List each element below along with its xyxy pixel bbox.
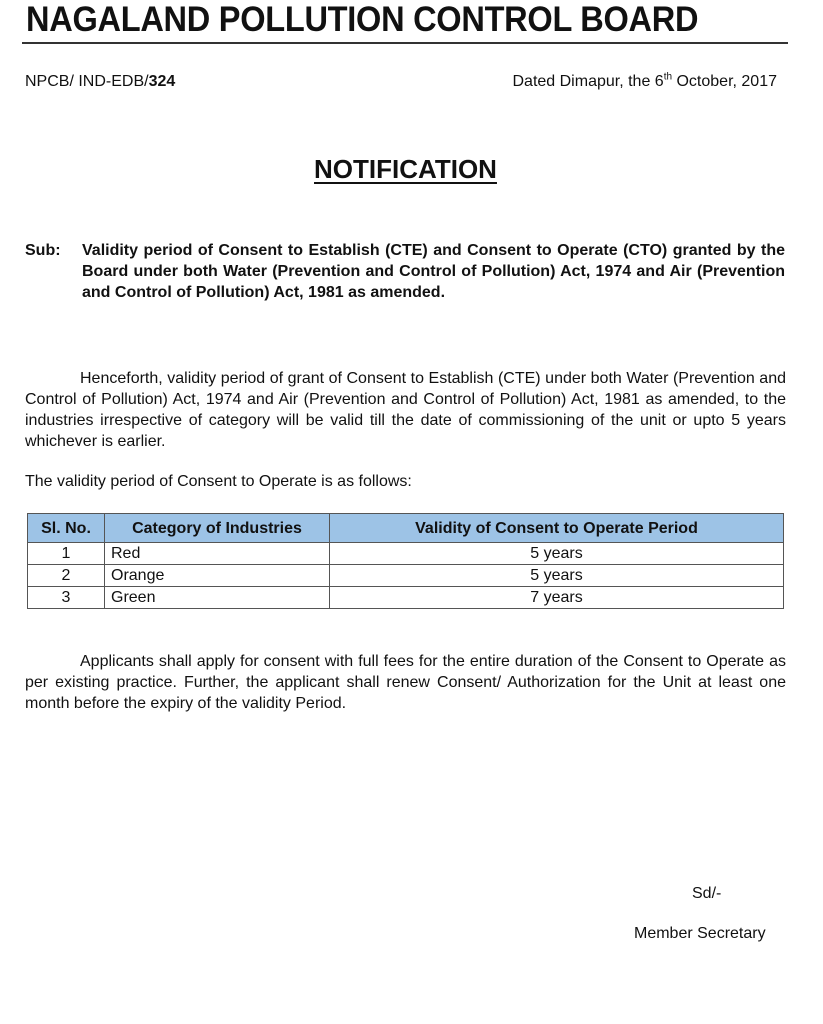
subject-block <box>25 240 785 303</box>
notification-title: NOTIFICATION <box>314 154 497 184</box>
date-rest: October, 2017 <box>672 73 777 90</box>
paragraph-applicants <box>25 651 786 714</box>
reference-prefix: NPCB/ IND-EDB/ <box>25 73 149 90</box>
signatory-designation: Member Secretary <box>634 925 766 942</box>
cell-category: Orange <box>105 565 330 587</box>
subject-label: Sub: <box>25 242 61 259</box>
cell-sl-no: 3 <box>28 587 105 609</box>
date-ordinal: th <box>663 71 673 83</box>
cell-validity: 5 years <box>330 565 784 587</box>
paragraph-applicants-text: Applicants shall apply for consent with full fees for the entire duration of the Consent to Operate as per existing practice. Further, the applicant shall renew Consent/ Authorization for the Unit at least one month before the expiry of the validity Period. <box>25 653 786 712</box>
table-row <box>28 587 784 609</box>
column-header-validity: Validity of Consent to Operate Period <box>330 514 784 543</box>
paragraph-cte-text: Henceforth, validity period of grant of Consent to Establish (CTE) under both Water (Prevention and Control of Pollution) Act, 1974 and Air (Prevention and Control of Pollution) Act, 1981 as amended, to the industries irrespective of category will be valid till the date of commissioning of the unit or upto 5 years whichever is earlier. <box>25 370 786 450</box>
column-header-sl-no: Sl. No. <box>28 514 105 543</box>
notification-heading <box>0 154 811 185</box>
date-prefix: Dated Dimapur, the 6 <box>512 73 664 90</box>
cell-validity: 7 years <box>330 587 784 609</box>
paragraph-cte <box>25 368 786 452</box>
cell-category: Red <box>105 543 330 565</box>
paragraph-cto-intro: The validity period of Consent to Operate is as follows: <box>25 473 412 490</box>
table-row <box>28 565 784 587</box>
organization-title: NAGALAND POLLUTION CONTROL BOARD <box>26 0 699 39</box>
cell-category: Green <box>105 587 330 609</box>
cell-sl-no: 2 <box>28 565 105 587</box>
cell-sl-no: 1 <box>28 543 105 565</box>
subject-text: Validity period of Consent to Establish (CTE) and Consent to Operate (CTO) granted by the Board under both Water (Prevention and Control of Pollution) Act, 1974 and Air (Prevention and Control of Pollution) Act, 1981 as amended. <box>82 242 785 301</box>
cell-validity: 5 years <box>330 543 784 565</box>
reference-number-value: 324 <box>148 73 176 90</box>
table-header-row <box>28 514 784 543</box>
dated-line <box>512 73 777 91</box>
signature-mark: Sd/- <box>692 885 722 902</box>
cto-validity-table <box>27 513 784 609</box>
reference-number <box>25 73 175 91</box>
header-divider <box>22 42 788 44</box>
table-row <box>28 543 784 565</box>
column-header-category: Category of Industries <box>105 514 330 543</box>
